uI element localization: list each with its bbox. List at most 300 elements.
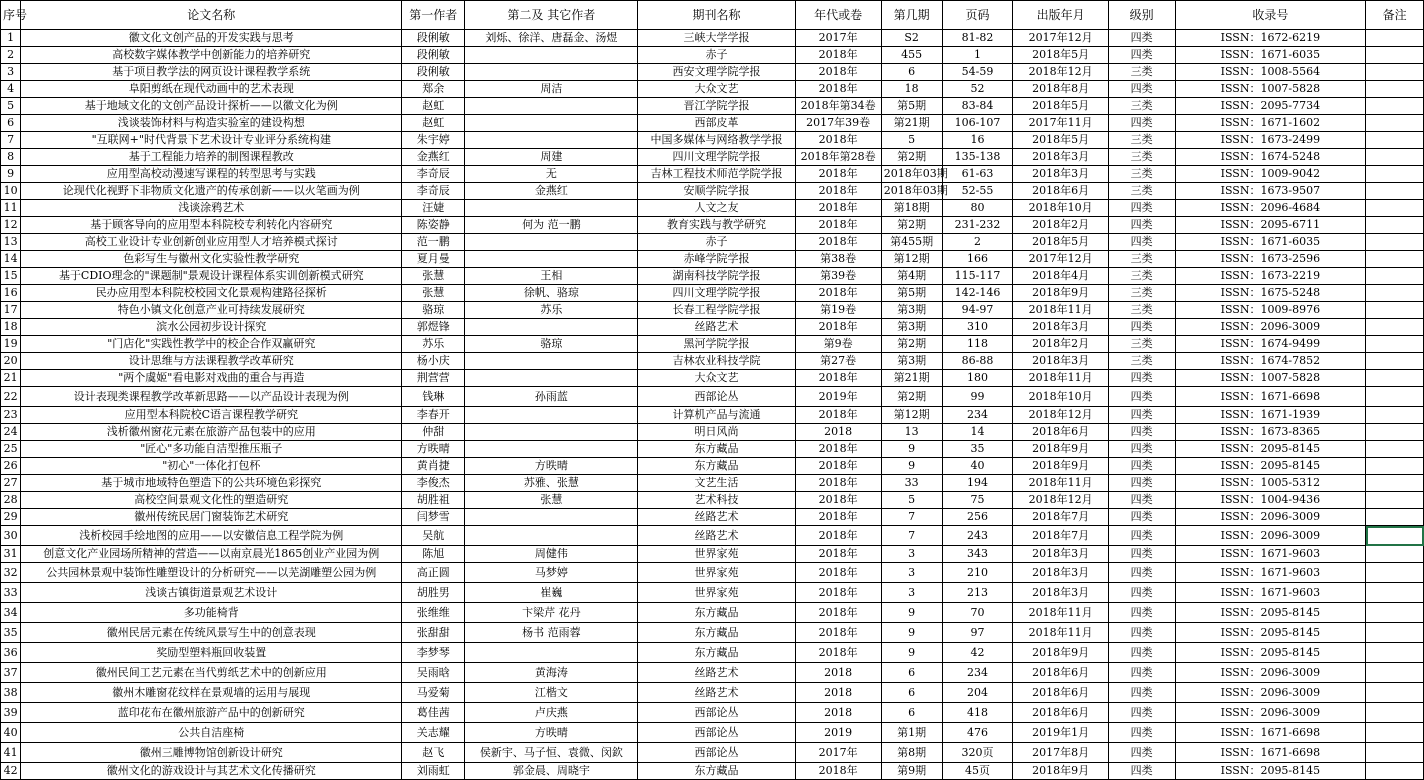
cell-index[interactable]: 35 xyxy=(1,623,21,643)
cell-year-volume[interactable]: 2018年第28卷 xyxy=(795,149,881,166)
cell-remarks[interactable] xyxy=(1366,763,1424,780)
cell-index[interactable]: 1 xyxy=(1,30,21,47)
cell-first-author[interactable]: 段俐敏 xyxy=(402,30,465,47)
cell-co-authors[interactable]: 侯新宇、马子恒、袁微、闵欽 xyxy=(465,743,638,763)
cell-year-volume[interactable]: 2018 xyxy=(795,683,881,703)
cell-journal[interactable]: 安顺学院学报 xyxy=(638,183,795,200)
cell-issn[interactable]: ISSN：1009-8976 xyxy=(1175,302,1366,319)
cell-first-author[interactable]: 赵虹 xyxy=(402,115,465,132)
cell-publish-date[interactable]: 2018年12月 xyxy=(1013,492,1108,509)
cell-issue[interactable]: 5 xyxy=(881,132,942,149)
cell-level[interactable]: 四类 xyxy=(1108,47,1175,64)
cell-issue[interactable]: 9 xyxy=(881,458,942,475)
cell-issue[interactable]: 33 xyxy=(881,475,942,492)
cell-issn[interactable]: ISSN：1007-5828 xyxy=(1175,81,1366,98)
cell-issue[interactable]: 6 xyxy=(881,703,942,723)
cell-year-volume[interactable]: 2017年39卷 xyxy=(795,115,881,132)
cell-co-authors[interactable] xyxy=(465,234,638,251)
cell-remarks[interactable] xyxy=(1366,603,1424,623)
cell-remarks[interactable] xyxy=(1366,30,1424,47)
cell-issue[interactable]: 第3期 xyxy=(881,302,942,319)
cell-level[interactable]: 四类 xyxy=(1108,509,1175,526)
cell-first-author[interactable]: 李春开 xyxy=(402,407,465,424)
cell-level[interactable]: 四类 xyxy=(1108,526,1175,546)
cell-remarks[interactable] xyxy=(1366,234,1424,251)
cell-publish-date[interactable]: 2018年11月 xyxy=(1013,603,1108,623)
cell-issue[interactable]: 第5期 xyxy=(881,285,942,302)
cell-pages[interactable]: 1 xyxy=(942,47,1013,64)
cell-issn[interactable]: ISSN：2095-7734 xyxy=(1175,98,1366,115)
col-header-remarks[interactable]: 备注 xyxy=(1366,1,1424,30)
cell-title[interactable]: 基于城市地域特色塑造下的公共环境色彩探究 xyxy=(21,475,402,492)
cell-issn[interactable]: ISSN：1673-2219 xyxy=(1175,268,1366,285)
cell-issn[interactable]: ISSN：1673-2596 xyxy=(1175,251,1366,268)
cell-remarks[interactable] xyxy=(1366,458,1424,475)
cell-issue[interactable]: 第21期 xyxy=(881,370,942,387)
cell-first-author[interactable]: 马爱菊 xyxy=(402,683,465,703)
cell-co-authors[interactable]: 刘烁、徐洋、唐磊金、汤煜 xyxy=(465,30,638,47)
cell-title[interactable]: 应用型本科院校C语言课程教学研究 xyxy=(21,407,402,424)
cell-publish-date[interactable]: 2017年11月 xyxy=(1013,115,1108,132)
cell-journal[interactable]: 东方藏品 xyxy=(638,458,795,475)
cell-pages[interactable]: 40 xyxy=(942,458,1013,475)
cell-co-authors[interactable] xyxy=(465,353,638,370)
cell-title[interactable]: "匠心"多功能自洁型推压瓶子 xyxy=(21,441,402,458)
cell-journal[interactable]: 长春工程学院学报 xyxy=(638,302,795,319)
cell-year-volume[interactable]: 第38卷 xyxy=(795,251,881,268)
cell-publish-date[interactable]: 2018年10月 xyxy=(1013,200,1108,217)
cell-issn[interactable]: ISSN：1671-1602 xyxy=(1175,115,1366,132)
col-header-level[interactable]: 级别 xyxy=(1108,1,1175,30)
cell-journal[interactable]: 四川文理学院学报 xyxy=(638,285,795,302)
cell-co-authors[interactable]: 卞梁芹 花丹 xyxy=(465,603,638,623)
cell-journal[interactable]: 晋江学院学报 xyxy=(638,98,795,115)
cell-issn[interactable]: ISSN：2096-4684 xyxy=(1175,200,1366,217)
cell-issue[interactable]: 第455期 xyxy=(881,234,942,251)
cell-year-volume[interactable]: 第9卷 xyxy=(795,336,881,353)
cell-publish-date[interactable]: 2018年3月 xyxy=(1013,563,1108,583)
cell-co-authors[interactable]: 郭金晨、周晓宇 xyxy=(465,763,638,780)
cell-first-author[interactable]: 赵虹 xyxy=(402,98,465,115)
cell-remarks[interactable] xyxy=(1366,81,1424,98)
cell-year-volume[interactable]: 2017年 xyxy=(795,743,881,763)
cell-index[interactable]: 19 xyxy=(1,336,21,353)
cell-issue[interactable]: 第12期 xyxy=(881,407,942,424)
cell-issue[interactable]: 7 xyxy=(881,509,942,526)
cell-co-authors[interactable] xyxy=(465,526,638,546)
cell-level[interactable]: 四类 xyxy=(1108,200,1175,217)
cell-remarks[interactable] xyxy=(1366,492,1424,509)
cell-title[interactable]: 徽州文化的游戏设计与其艺术文化传播研究 xyxy=(21,763,402,780)
cell-co-authors[interactable]: 张慧 xyxy=(465,492,638,509)
cell-first-author[interactable]: 高正圆 xyxy=(402,563,465,583)
cell-pages[interactable]: 14 xyxy=(942,424,1013,441)
cell-level[interactable]: 三类 xyxy=(1108,285,1175,302)
cell-first-author[interactable]: 郑余 xyxy=(402,81,465,98)
cell-publish-date[interactable]: 2017年12月 xyxy=(1013,30,1108,47)
cell-level[interactable]: 三类 xyxy=(1108,132,1175,149)
cell-title[interactable]: 徽州三雕博物馆创新设计研究 xyxy=(21,743,402,763)
cell-title[interactable]: 蓝印花布在徽州旅游产品中的创新研究 xyxy=(21,703,402,723)
cell-journal[interactable]: 艺术科技 xyxy=(638,492,795,509)
cell-index[interactable]: 4 xyxy=(1,81,21,98)
cell-journal[interactable]: 丝路艺术 xyxy=(638,319,795,336)
cell-journal[interactable]: 西部皮革 xyxy=(638,115,795,132)
cell-issn[interactable]: ISSN：1673-8365 xyxy=(1175,424,1366,441)
cell-publish-date[interactable]: 2018年9月 xyxy=(1013,285,1108,302)
cell-first-author[interactable]: 张甜甜 xyxy=(402,623,465,643)
cell-co-authors[interactable] xyxy=(465,251,638,268)
cell-title[interactable]: 设计表现类课程教学改革新思路——以产品设计表现为例 xyxy=(21,387,402,407)
cell-year-volume[interactable]: 2018年 xyxy=(795,407,881,424)
cell-journal[interactable]: 文艺生活 xyxy=(638,475,795,492)
cell-first-author[interactable]: 刘雨虹 xyxy=(402,763,465,780)
cell-journal[interactable]: 吉林农业科技学院 xyxy=(638,353,795,370)
cell-publish-date[interactable]: 2018年3月 xyxy=(1013,353,1108,370)
cell-level[interactable]: 四类 xyxy=(1108,387,1175,407)
cell-title[interactable]: 高校数字媒体教学中创新能力的培养研究 xyxy=(21,47,402,64)
cell-journal[interactable]: 西部论丛 xyxy=(638,723,795,743)
cell-issn[interactable]: ISSN：1674-7852 xyxy=(1175,353,1366,370)
cell-issn[interactable]: ISSN：1671-6035 xyxy=(1175,234,1366,251)
cell-co-authors[interactable] xyxy=(465,64,638,81)
cell-year-volume[interactable]: 2018年第34卷 xyxy=(795,98,881,115)
cell-year-volume[interactable]: 第39卷 xyxy=(795,268,881,285)
cell-pages[interactable]: 81-82 xyxy=(942,30,1013,47)
cell-issue[interactable]: 2018年03期 xyxy=(881,183,942,200)
cell-issn[interactable]: ISSN：1674-5248 xyxy=(1175,149,1366,166)
cell-pages[interactable]: 52-55 xyxy=(942,183,1013,200)
cell-year-volume[interactable]: 2018年 xyxy=(795,603,881,623)
cell-year-volume[interactable]: 2018年 xyxy=(795,200,881,217)
cell-title[interactable]: 特色小镇文化创意产业可持续发展研究 xyxy=(21,302,402,319)
cell-level[interactable]: 四类 xyxy=(1108,683,1175,703)
cell-title[interactable]: 徽州传统民居门窗装饰艺术研究 xyxy=(21,509,402,526)
cell-first-author[interactable]: 李奇辰 xyxy=(402,166,465,183)
cell-publish-date[interactable]: 2018年9月 xyxy=(1013,441,1108,458)
cell-publish-date[interactable]: 2018年8月 xyxy=(1013,81,1108,98)
cell-publish-date[interactable]: 2018年9月 xyxy=(1013,643,1108,663)
cell-co-authors[interactable]: 周健伟 xyxy=(465,546,638,563)
cell-journal[interactable]: 大众文艺 xyxy=(638,370,795,387)
cell-title[interactable]: 浅析校园手绘地图的应用——以安徽信息工程学院为例 xyxy=(21,526,402,546)
cell-level[interactable]: 四类 xyxy=(1108,81,1175,98)
cell-issn[interactable]: ISSN：2095-8145 xyxy=(1175,603,1366,623)
cell-level[interactable]: 三类 xyxy=(1108,251,1175,268)
cell-co-authors[interactable]: 卢庆燕 xyxy=(465,703,638,723)
cell-pages[interactable]: 52 xyxy=(942,81,1013,98)
cell-journal[interactable]: 东方藏品 xyxy=(638,763,795,780)
cell-remarks[interactable] xyxy=(1366,475,1424,492)
cell-remarks[interactable] xyxy=(1366,623,1424,643)
cell-journal[interactable]: 吉林工程技术师范学院学报 xyxy=(638,166,795,183)
cell-pages[interactable]: 45页 xyxy=(942,763,1013,780)
cell-issn[interactable]: ISSN：1671-1939 xyxy=(1175,407,1366,424)
cell-pages[interactable]: 234 xyxy=(942,663,1013,683)
cell-co-authors[interactable] xyxy=(465,132,638,149)
cell-first-author[interactable]: 陈姿静 xyxy=(402,217,465,234)
cell-pages[interactable]: 234 xyxy=(942,407,1013,424)
cell-index[interactable]: 24 xyxy=(1,424,21,441)
cell-co-authors[interactable]: 马梦婷 xyxy=(465,563,638,583)
cell-issue[interactable]: 第4期 xyxy=(881,268,942,285)
cell-remarks[interactable] xyxy=(1366,353,1424,370)
cell-publish-date[interactable]: 2018年7月 xyxy=(1013,509,1108,526)
col-header-co-authors[interactable]: 第二及 其它作者 xyxy=(465,1,638,30)
cell-first-author[interactable]: 段俐敏 xyxy=(402,47,465,64)
cell-first-author[interactable]: 张维维 xyxy=(402,603,465,623)
cell-level[interactable]: 四类 xyxy=(1108,441,1175,458)
cell-pages[interactable]: 83-84 xyxy=(942,98,1013,115)
cell-journal[interactable]: 东方藏品 xyxy=(638,603,795,623)
cell-level[interactable]: 四类 xyxy=(1108,30,1175,47)
cell-level[interactable]: 三类 xyxy=(1108,64,1175,81)
cell-co-authors[interactable] xyxy=(465,643,638,663)
cell-index[interactable]: 41 xyxy=(1,743,21,763)
cell-issn[interactable]: ISSN：1674-9499 xyxy=(1175,336,1366,353)
cell-issue[interactable]: 455 xyxy=(881,47,942,64)
cell-remarks[interactable] xyxy=(1366,285,1424,302)
cell-remarks[interactable] xyxy=(1366,643,1424,663)
cell-issue[interactable]: 第2期 xyxy=(881,336,942,353)
cell-title[interactable]: 色彩写生与徽州文化实验性教学研究 xyxy=(21,251,402,268)
cell-co-authors[interactable]: 徐帆、骆琼 xyxy=(465,285,638,302)
cell-year-volume[interactable]: 2018年 xyxy=(795,509,881,526)
cell-year-volume[interactable]: 2018年 xyxy=(795,475,881,492)
cell-title[interactable]: 徽州民居元素在传统风景写生中的创意表现 xyxy=(21,623,402,643)
cell-pages[interactable]: 418 xyxy=(942,703,1013,723)
col-header-year-volume[interactable]: 年代或卷 xyxy=(795,1,881,30)
cell-remarks[interactable] xyxy=(1366,302,1424,319)
cell-title[interactable]: 浅谈古镇街道景观艺术设计 xyxy=(21,583,402,603)
cell-issn[interactable]: ISSN：2096-3009 xyxy=(1175,319,1366,336)
cell-co-authors[interactable]: 崔巍 xyxy=(465,583,638,603)
cell-index[interactable]: 39 xyxy=(1,703,21,723)
cell-co-authors[interactable]: 无 xyxy=(465,166,638,183)
cell-year-volume[interactable]: 2018年 xyxy=(795,234,881,251)
cell-publish-date[interactable]: 2018年2月 xyxy=(1013,336,1108,353)
cell-first-author[interactable]: 黄肖捷 xyxy=(402,458,465,475)
cell-year-volume[interactable]: 2018年 xyxy=(795,370,881,387)
cell-issue[interactable]: 第12期 xyxy=(881,251,942,268)
cell-level[interactable]: 四类 xyxy=(1108,623,1175,643)
cell-year-volume[interactable]: 2018年 xyxy=(795,183,881,200)
cell-level[interactable]: 四类 xyxy=(1108,234,1175,251)
cell-year-volume[interactable]: 2018年 xyxy=(795,47,881,64)
cell-issn[interactable]: ISSN：1671-6698 xyxy=(1175,723,1366,743)
cell-publish-date[interactable]: 2018年11月 xyxy=(1013,475,1108,492)
cell-co-authors[interactable]: 方昳晴 xyxy=(465,723,638,743)
cell-co-authors[interactable]: 苏雅、张慧 xyxy=(465,475,638,492)
cell-pages[interactable]: 97 xyxy=(942,623,1013,643)
cell-co-authors[interactable]: 周洁 xyxy=(465,81,638,98)
cell-index[interactable]: 30 xyxy=(1,526,21,546)
cell-year-volume[interactable]: 2018年 xyxy=(795,441,881,458)
cell-index[interactable]: 13 xyxy=(1,234,21,251)
cell-title[interactable]: "门店化"实践性教学中的校企合作双赢研究 xyxy=(21,336,402,353)
cell-publish-date[interactable]: 2018年9月 xyxy=(1013,763,1108,780)
cell-publish-date[interactable]: 2018年11月 xyxy=(1013,370,1108,387)
cell-publish-date[interactable]: 2018年11月 xyxy=(1013,623,1108,643)
cell-year-volume[interactable]: 2018年 xyxy=(795,166,881,183)
cell-issue[interactable]: 第21期 xyxy=(881,115,942,132)
cell-remarks[interactable] xyxy=(1366,98,1424,115)
cell-first-author[interactable]: 段俐敏 xyxy=(402,64,465,81)
cell-pages[interactable]: 16 xyxy=(942,132,1013,149)
cell-co-authors[interactable]: 骆琼 xyxy=(465,336,638,353)
cell-journal[interactable]: 世界家苑 xyxy=(638,546,795,563)
cell-issue[interactable]: 9 xyxy=(881,623,942,643)
cell-level[interactable]: 四类 xyxy=(1108,723,1175,743)
cell-title[interactable]: 徽州民间工艺元素在当代剪纸艺术中的创新应用 xyxy=(21,663,402,683)
cell-publish-date[interactable]: 2018年12月 xyxy=(1013,407,1108,424)
cell-journal[interactable]: 丝路艺术 xyxy=(638,526,795,546)
cell-year-volume[interactable]: 2019年 xyxy=(795,387,881,407)
cell-issue[interactable]: 第9期 xyxy=(881,763,942,780)
cell-title[interactable]: "两个虞姬"看电影对戏曲的重合与再造 xyxy=(21,370,402,387)
cell-issue[interactable]: 6 xyxy=(881,683,942,703)
cell-issue[interactable]: 6 xyxy=(881,663,942,683)
cell-pages[interactable]: 54-59 xyxy=(942,64,1013,81)
cell-publish-date[interactable]: 2018年7月 xyxy=(1013,526,1108,546)
cell-pages[interactable]: 243 xyxy=(942,526,1013,546)
cell-index[interactable]: 9 xyxy=(1,166,21,183)
cell-first-author[interactable]: 胡胜祖 xyxy=(402,492,465,509)
cell-year-volume[interactable]: 2019 xyxy=(795,723,881,743)
cell-co-authors[interactable] xyxy=(465,370,638,387)
cell-title[interactable]: 公共园林景观中装饰性雕塑设计的分析研究——以芜湖雕塑公园为例 xyxy=(21,563,402,583)
cell-year-volume[interactable]: 2018年 xyxy=(795,623,881,643)
cell-co-authors[interactable]: 金燕红 xyxy=(465,183,638,200)
cell-co-authors[interactable]: 王相 xyxy=(465,268,638,285)
cell-first-author[interactable]: 吴雨晗 xyxy=(402,663,465,683)
cell-issue[interactable]: 3 xyxy=(881,583,942,603)
cell-index[interactable]: 12 xyxy=(1,217,21,234)
cell-first-author[interactable]: 范一鹏 xyxy=(402,234,465,251)
cell-publish-date[interactable]: 2017年12月 xyxy=(1013,251,1108,268)
cell-co-authors[interactable]: 苏乐 xyxy=(465,302,638,319)
cell-journal[interactable]: 黑河学院学报 xyxy=(638,336,795,353)
cell-remarks[interactable] xyxy=(1366,149,1424,166)
cell-first-author[interactable]: 闫梦雪 xyxy=(402,509,465,526)
cell-level[interactable]: 四类 xyxy=(1108,407,1175,424)
cell-remarks[interactable] xyxy=(1366,683,1424,703)
cell-remarks[interactable] xyxy=(1366,251,1424,268)
cell-first-author[interactable]: 金燕红 xyxy=(402,149,465,166)
cell-level[interactable]: 四类 xyxy=(1108,603,1175,623)
cell-publish-date[interactable]: 2018年5月 xyxy=(1013,132,1108,149)
cell-issn[interactable]: ISSN：1004-9436 xyxy=(1175,492,1366,509)
cell-co-authors[interactable] xyxy=(465,441,638,458)
cell-index[interactable]: 14 xyxy=(1,251,21,268)
cell-remarks[interactable] xyxy=(1366,183,1424,200)
cell-pages[interactable]: 343 xyxy=(942,546,1013,563)
cell-journal[interactable]: 东方藏品 xyxy=(638,441,795,458)
cell-level[interactable]: 四类 xyxy=(1108,319,1175,336)
col-header-first-author[interactable]: 第一作者 xyxy=(402,1,465,30)
cell-issn[interactable]: ISSN：2096-3009 xyxy=(1175,703,1366,723)
cell-pages[interactable]: 320页 xyxy=(942,743,1013,763)
cell-pages[interactable]: 94-97 xyxy=(942,302,1013,319)
cell-index[interactable]: 7 xyxy=(1,132,21,149)
cell-remarks[interactable] xyxy=(1366,407,1424,424)
cell-journal[interactable]: 赤子 xyxy=(638,47,795,64)
cell-issn[interactable]: ISSN：1672-6219 xyxy=(1175,30,1366,47)
cell-pages[interactable]: 180 xyxy=(942,370,1013,387)
cell-year-volume[interactable]: 2017年 xyxy=(795,30,881,47)
cell-level[interactable]: 三类 xyxy=(1108,149,1175,166)
cell-year-volume[interactable]: 2018年 xyxy=(795,217,881,234)
col-header-pages[interactable]: 页码 xyxy=(942,1,1013,30)
cell-publish-date[interactable]: 2018年12月 xyxy=(1013,64,1108,81)
cell-index[interactable]: 8 xyxy=(1,149,21,166)
cell-first-author[interactable]: 李俊杰 xyxy=(402,475,465,492)
cell-issue[interactable]: 3 xyxy=(881,546,942,563)
cell-issue[interactable]: 第2期 xyxy=(881,387,942,407)
cell-issue[interactable]: 3 xyxy=(881,563,942,583)
cell-index[interactable]: 34 xyxy=(1,603,21,623)
cell-pages[interactable]: 80 xyxy=(942,200,1013,217)
cell-journal[interactable]: 赤子 xyxy=(638,234,795,251)
cell-level[interactable]: 四类 xyxy=(1108,703,1175,723)
cell-issue[interactable]: 第2期 xyxy=(881,149,942,166)
cell-year-volume[interactable]: 2018年 xyxy=(795,64,881,81)
cell-remarks[interactable] xyxy=(1366,64,1424,81)
cell-journal[interactable]: 明日风尚 xyxy=(638,424,795,441)
col-header-issn[interactable]: 收录号 xyxy=(1175,1,1366,30)
cell-publish-date[interactable]: 2017年8月 xyxy=(1013,743,1108,763)
cell-remarks[interactable] xyxy=(1366,200,1424,217)
cell-journal[interactable]: 教育实践与教学研究 xyxy=(638,217,795,234)
cell-year-volume[interactable]: 2018年 xyxy=(795,319,881,336)
cell-issn[interactable]: ISSN：2096-3009 xyxy=(1175,683,1366,703)
cell-level[interactable]: 四类 xyxy=(1108,492,1175,509)
cell-journal[interactable]: 丝路艺术 xyxy=(638,663,795,683)
cell-issn[interactable]: ISSN：1671-9603 xyxy=(1175,583,1366,603)
cell-index[interactable]: 42 xyxy=(1,763,21,780)
cell-first-author[interactable]: 苏乐 xyxy=(402,336,465,353)
cell-year-volume[interactable]: 2018年 xyxy=(795,546,881,563)
cell-publish-date[interactable]: 2018年6月 xyxy=(1013,424,1108,441)
cell-publish-date[interactable]: 2018年6月 xyxy=(1013,663,1108,683)
cell-remarks[interactable] xyxy=(1366,563,1424,583)
cell-index[interactable]: 25 xyxy=(1,441,21,458)
cell-issue[interactable]: 第5期 xyxy=(881,98,942,115)
cell-co-authors[interactable]: 江楷文 xyxy=(465,683,638,703)
cell-level[interactable]: 三类 xyxy=(1108,268,1175,285)
cell-title[interactable]: 浅谈涂鸦艺术 xyxy=(21,200,402,217)
cell-pages[interactable]: 75 xyxy=(942,492,1013,509)
cell-first-author[interactable]: 胡胜男 xyxy=(402,583,465,603)
cell-level[interactable]: 四类 xyxy=(1108,563,1175,583)
cell-issue[interactable]: 2018年03期 xyxy=(881,166,942,183)
cell-issn[interactable]: ISSN：1673-9507 xyxy=(1175,183,1366,200)
cell-title[interactable]: 基于地域文化的文创产品设计探析——以徽文化为例 xyxy=(21,98,402,115)
cell-year-volume[interactable]: 第27卷 xyxy=(795,353,881,370)
cell-pages[interactable]: 118 xyxy=(942,336,1013,353)
cell-year-volume[interactable]: 2018年 xyxy=(795,132,881,149)
cell-publish-date[interactable]: 2018年11月 xyxy=(1013,302,1108,319)
cell-title[interactable]: 滨水公园初步设计探究 xyxy=(21,319,402,336)
cell-remarks[interactable] xyxy=(1366,336,1424,353)
cell-remarks[interactable] xyxy=(1366,441,1424,458)
cell-issn[interactable]: ISSN：1671-9603 xyxy=(1175,546,1366,563)
cell-issn[interactable]: ISSN：1671-6698 xyxy=(1175,387,1366,407)
cell-co-authors[interactable] xyxy=(465,115,638,132)
cell-pages[interactable]: 99 xyxy=(942,387,1013,407)
cell-title[interactable]: 徽州木雕窗花纹样在景观墙的运用与展现 xyxy=(21,683,402,703)
cell-first-author[interactable]: 李奇辰 xyxy=(402,183,465,200)
